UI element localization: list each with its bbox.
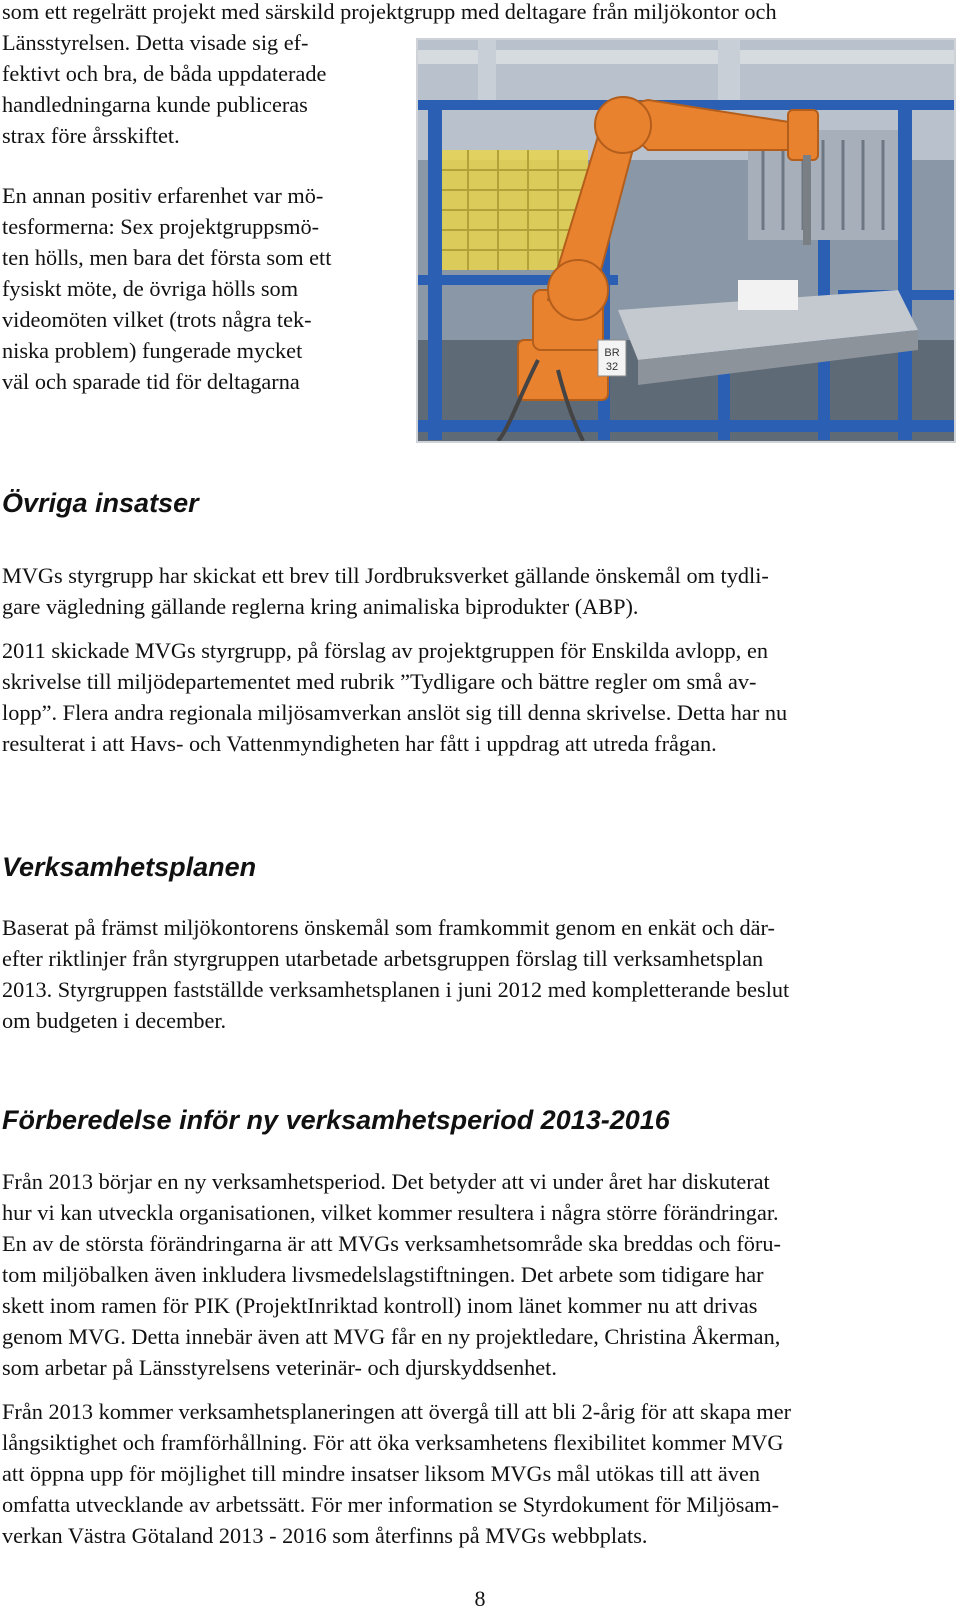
section-heading-forberedelse: Förberedelse inför ny verksamhetsperiod 2013-2016 <box>2 1105 670 1135</box>
text-line: fysiskt möte, de övriga hölls som <box>2 276 299 301</box>
text-line: Baserat på främst miljökontorens önskemål som framkommit genom en enkät och där- <box>2 915 775 940</box>
text-line: ten hölls, men bara det första som ett <box>2 245 332 270</box>
page-number: 8 <box>474 1586 486 1611</box>
text-line: gare vägledning gällande reglerna kring animaliska biprodukter (ABP). <box>2 594 639 619</box>
robot-label-text: 32 <box>605 361 619 373</box>
text-line: lopp”. Flera andra regionala miljösamverkan anslöt sig till denna skrivelse. Detta har nu <box>2 700 788 725</box>
text-line: Från 2013 kommer verksamhetsplaneringen att övergå till att bli 2-årig för att skapa mer <box>2 1399 792 1424</box>
industrial-robot-photo <box>416 38 956 443</box>
text-line: 2013. Styrgruppen fastställde verksamhetsplanen i juni 2012 med kompletterande beslut <box>2 977 790 1002</box>
section-heading-ovriga-insatser: Övriga insatser <box>2 488 199 518</box>
text-line: handledningarna kunde publiceras <box>2 92 308 117</box>
text-line: Länsstyrelsen. Detta visade sig ef- <box>2 30 309 55</box>
forberedelse-paragraph-1 <box>2 1166 781 1383</box>
text-line: om budgeten i december. <box>2 1008 227 1033</box>
text-line: resulterat i att Havs- och Vattenmyndigheten har fått i uppdrag att utreda frågan. <box>2 731 717 756</box>
text-line: fektivt och bra, de båda uppdaterade <box>2 61 327 86</box>
ovriga-paragraph-1 <box>2 560 769 622</box>
text-line: hur vi kan utveckla organisationen, vilket kommer resultera i några större förändringar. <box>2 1200 779 1225</box>
text-line: genom MVG. Detta innebär även att MVG får en ny projektledare, Christina Åkerman, <box>2 1324 781 1349</box>
text-line: En av de största förändringarna är att MVGs verksamhetsområde ska breddas och föru- <box>2 1231 781 1256</box>
text-line: långsiktighet och framförhållning. För att öka verksamhetens flexibilitet kommer MVG <box>2 1430 784 1455</box>
robot-label-text: BR <box>604 347 620 359</box>
text-line: En annan positiv erfarenhet var mö- <box>2 183 324 208</box>
text-line: väl och sparade tid för deltagarna <box>2 369 300 394</box>
text-line: verkan Västra Götaland 2013 - 2016 som återfinns på MVGs webbplats. <box>2 1523 648 1548</box>
ovriga-paragraph-2 <box>2 635 787 759</box>
text-line: MVGs styrgrupp har skickat ett brev till Jordbruksverket gällande önskemål om tydli- <box>2 563 769 588</box>
text-line: strax före årsskiftet. <box>2 123 180 148</box>
text-line: efter riktlinjer från styrgruppen utarbetade arbetsgruppen förslag till verksamhetsplan <box>2 946 764 971</box>
text-line: 2011 skickade MVGs styrgrupp, på förslag av projektgruppen för Enskilda avlopp, en <box>2 638 768 663</box>
text-line: tesformerna: Sex projektgruppsmö- <box>2 214 320 239</box>
experience-paragraph <box>2 180 331 397</box>
text-line: skett inom ramen för PIK (ProjektInriktad kontroll) inom länet kommer nu att drivas <box>2 1293 758 1318</box>
text-line: skrivelse till miljödepartementet med rubrik ”Tydligare och bättre regler om små av- <box>2 669 757 694</box>
text-line: att öppna upp för möjlighet till mindre insatser liksom MVGs mål utökas till att även <box>2 1461 760 1486</box>
forberedelse-paragraph-2 <box>2 1396 791 1551</box>
text-line: niska problem) fungerade mycket <box>2 338 303 363</box>
text-line: videomöten vilket (trots några tek- <box>2 307 312 332</box>
verksamhetsplanen-paragraph <box>2 912 789 1036</box>
section-heading-verksamhetsplanen: Verksamhetsplanen <box>2 852 257 882</box>
text-line: omfatta utvecklande av arbetssätt. För mer information se Styrdokument för Miljösam- <box>2 1492 780 1517</box>
text-line: Från 2013 börjar en ny verksamhetsperiod. Det betyder att vi under året har diskuterat <box>2 1169 770 1194</box>
text-line: som arbetar på Länsstyrelsens veterinär- och djurskyddsenhet. <box>2 1355 557 1380</box>
text-line: tom miljöbalken även inkludera livsmedelslagstiftningen. Det arbete som tidigare har <box>2 1262 764 1287</box>
text-line: som ett regelrätt projekt med särskild projektgrupp med deltagare från miljökontor och <box>2 0 777 24</box>
